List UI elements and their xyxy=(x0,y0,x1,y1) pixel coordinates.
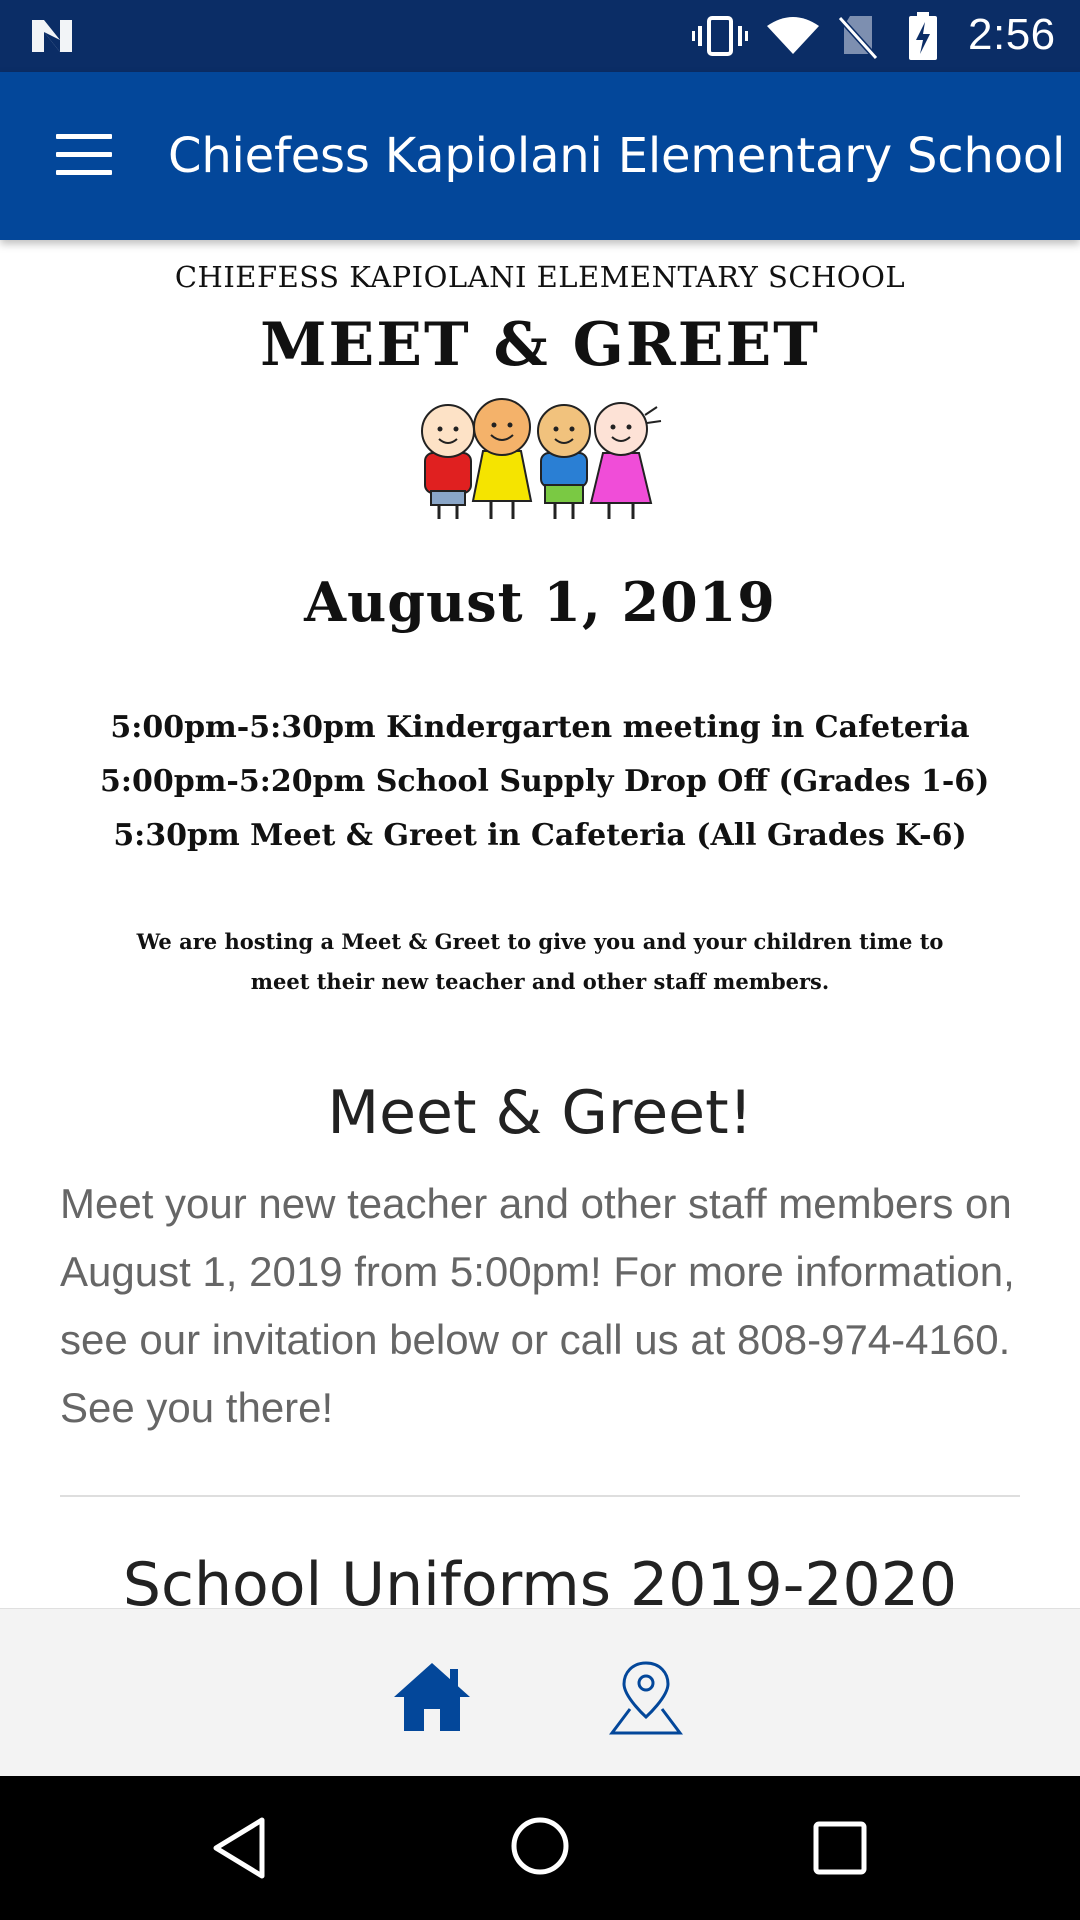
flyer-schedule-line: 5:30pm Meet & Greet in Cafeteria (All Grades K-6) xyxy=(113,818,967,853)
article-title: Meet & Greet! xyxy=(327,1078,753,1148)
flyer-date: August 1, 2019 xyxy=(304,570,776,634)
home-icon[interactable] xyxy=(390,1659,474,1735)
system-navigation-bar xyxy=(0,1776,1080,1920)
bottom-navigation xyxy=(0,1608,1080,1776)
children-illustration-icon xyxy=(405,395,675,529)
app-title: Chiefess Kapiolani Elementary School xyxy=(168,128,1066,184)
app-bar xyxy=(0,72,1080,240)
flyer-school-name: CHIEFESS KAPIOLANI ELEMENTARY SCHOOL xyxy=(174,260,906,294)
battery-charging-icon xyxy=(908,12,938,65)
article-title: School Uniforms 2019-2020 xyxy=(122,1550,958,1608)
no-sim-icon xyxy=(838,14,878,65)
flyer-note: We are hosting a Meet & Greet to give you and your children time to meet their new teacher and other staff members. xyxy=(136,929,944,994)
divider xyxy=(60,1495,1020,1497)
wifi-icon xyxy=(766,16,820,61)
recents-icon[interactable] xyxy=(812,1820,868,1881)
vibrate-icon xyxy=(692,14,748,63)
clock-time: 2:56 xyxy=(968,10,1056,59)
content-scroll-area[interactable] xyxy=(0,240,1080,1608)
back-icon[interactable] xyxy=(210,1816,270,1885)
flyer-event-title: MEET & GREET xyxy=(260,310,820,380)
home-circle-icon[interactable] xyxy=(508,1814,572,1883)
map-pin-icon[interactable] xyxy=(606,1657,686,1737)
status-bar xyxy=(0,0,1080,72)
hamburger-menu-icon[interactable] xyxy=(46,124,120,188)
article-body: Meet your new teacher and other staff members on August 1, 2019 from 5:00pm! For more information, see our invitation below or call us at 808-974-4160. See you there! xyxy=(60,1180,1015,1431)
n-logo-icon xyxy=(30,18,74,59)
flyer-schedule-line: 5:00pm-5:20pm School Supply Drop Off (Grades 1-6) xyxy=(100,764,990,799)
flyer-schedule-line: 5:00pm-5:30pm Kindergarten meeting in Cafeteria xyxy=(110,710,970,745)
event-flyer-image xyxy=(100,240,990,1020)
